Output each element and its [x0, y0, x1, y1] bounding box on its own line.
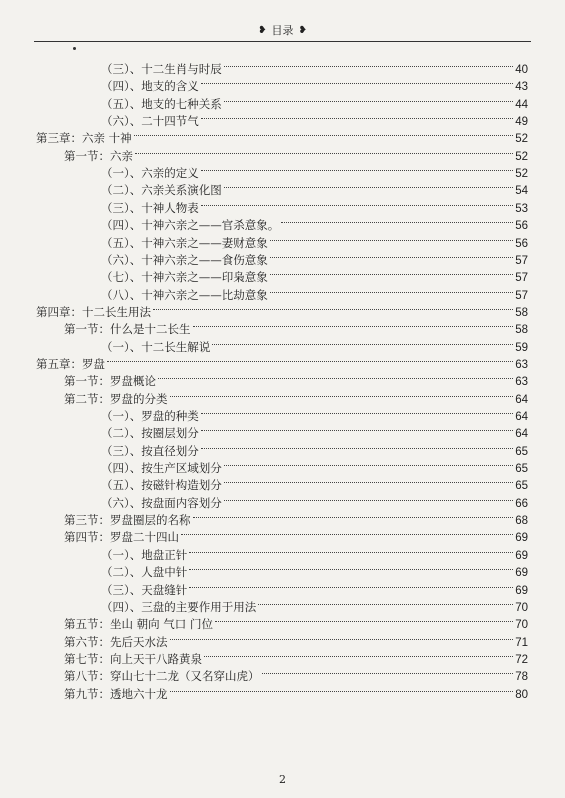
toc-entry-title: 第四节：罗盘二十四山 [64, 530, 179, 545]
dot-leader [201, 118, 513, 119]
dot-leader [193, 517, 514, 518]
toc-entry[interactable] [101, 495, 528, 512]
toc-entry-title: （四）、十神六亲之——官杀意象。 [101, 218, 280, 233]
toc-entry-page: 69 [515, 549, 528, 562]
toc-entry[interactable] [101, 582, 528, 599]
dot-leader [224, 482, 513, 483]
toc-entry-page: 69 [515, 584, 528, 597]
toc-entry[interactable] [101, 78, 528, 95]
toc-entry-page: 72 [515, 653, 528, 666]
toc-entry-page: 70 [515, 619, 528, 632]
toc-entry-title: （五）、十神六亲之——妻财意象 [101, 235, 268, 250]
toc-entry-page: 71 [515, 636, 528, 649]
toc-entry-page: 65 [515, 445, 528, 458]
dot-leader [201, 430, 513, 431]
toc-entry-page: 70 [515, 601, 528, 614]
toc-entry-title: 第五章：罗盘 [36, 356, 105, 371]
toc-entry-page: 52 [515, 133, 528, 146]
dot-leader [189, 569, 513, 570]
dot-leader [193, 326, 514, 327]
toc-entry-page: 56 [515, 237, 528, 250]
toc-entry[interactable] [101, 564, 528, 581]
toc-entry[interactable] [36, 130, 528, 147]
toc-entry-title: （八）、十神六亲之——比劫意象 [101, 287, 268, 302]
toc-entry-title: （一）、罗盘的种类 [101, 409, 199, 423]
dot-leader [262, 673, 514, 674]
dot-leader [212, 344, 513, 345]
dot-leader [224, 465, 513, 466]
toc-entry-title: 第一节：什么是十二长生 [64, 322, 191, 337]
toc-entry-page: 40 [515, 64, 528, 76]
toc-entry[interactable] [101, 425, 528, 442]
dot-leader [224, 101, 513, 102]
toc-entry[interactable] [101, 599, 528, 616]
toc-entry-title: （一）、地盘正针 [101, 547, 188, 562]
toc-entry[interactable] [101, 408, 528, 425]
toc-entry-title: （一）、十二长生解说 [101, 339, 211, 354]
dot-leader [270, 292, 513, 293]
toc-entry-page: 57 [515, 272, 528, 285]
toc-entry-page: 66 [515, 497, 528, 510]
toc-entry[interactable] [101, 547, 528, 564]
dot-leader [158, 378, 513, 379]
dot-leader [224, 500, 513, 501]
toc-entry[interactable] [101, 61, 528, 78]
toc-entry-page: 64 [515, 411, 528, 423]
toc-entry-page: 63 [515, 358, 528, 371]
toc-entry[interactable] [36, 356, 528, 373]
toc-entry[interactable] [64, 529, 528, 546]
toc-entry-title: （三）、十二生肖与时辰 [101, 62, 222, 76]
dot-leader [170, 396, 514, 397]
toc-entry-page: 80 [515, 688, 528, 701]
dot-leader [153, 309, 513, 310]
toc-entry[interactable] [101, 235, 528, 252]
toc-entry[interactable] [101, 339, 528, 356]
toc-entry-title: （二）、按圈层划分 [101, 426, 199, 441]
toc-entry-title: （四）、地支的含义 [101, 79, 199, 94]
toc-entry-title: （二）、人盘中针 [101, 565, 188, 580]
toc-entry-title: 第一节：六亲 [64, 148, 133, 163]
toc-entry-title: 第七节：向上天干八路黄泉 [64, 651, 202, 666]
toc-entry[interactable] [101, 200, 528, 217]
toc-entry-title: （五）、按磁针构造划分 [101, 478, 222, 493]
toc-entry[interactable] [101, 287, 528, 304]
toc-entry-page: 53 [515, 202, 528, 215]
toc-entry-title: （三）、十神人物表 [101, 200, 199, 215]
dot-leader [134, 135, 514, 136]
dot-leader [281, 222, 513, 223]
toc-entry[interactable] [64, 651, 528, 668]
toc-entry-title: 第四章：十二长生用法 [36, 304, 151, 319]
toc-entry-title: （三）、按直径划分 [101, 443, 199, 458]
toc-entry-title: 第二节：罗盘的分类 [64, 391, 168, 406]
toc-entry-page: 52 [515, 168, 528, 181]
toc-entry-page: 58 [515, 324, 528, 337]
toc-entry[interactable] [101, 477, 528, 494]
dot-leader [270, 274, 513, 275]
toc-entry[interactable] [64, 391, 528, 408]
toc-entry-page: 54 [515, 185, 528, 198]
toc-entry-title: （七）、十神六亲之——印枭意象 [101, 270, 268, 285]
dot-leader [135, 153, 513, 154]
toc-entry-page: 49 [515, 116, 528, 129]
toc-entry[interactable] [64, 373, 528, 390]
toc-entry[interactable] [101, 460, 528, 477]
dot-mark [73, 47, 76, 50]
dot-leader [181, 534, 513, 535]
toc-entry-title: 第九节：透地六十龙 [64, 686, 168, 701]
toc-entry[interactable] [101, 269, 528, 286]
page-header [0, 22, 565, 38]
toc-entry-title: 第五节：坐山 朝向 气口 门位 [64, 617, 213, 632]
toc-entry-title: （六）、按盘面内容划分 [101, 495, 222, 510]
toc-entry-page: 69 [515, 532, 528, 545]
dot-leader [204, 656, 513, 657]
toc-entry[interactable] [64, 321, 528, 338]
toc-entry[interactable] [64, 668, 528, 685]
toc-entry[interactable] [64, 686, 528, 703]
toc-entry[interactable] [64, 634, 528, 651]
toc-entry[interactable] [64, 148, 528, 165]
dot-leader [224, 66, 513, 67]
dot-leader [201, 205, 513, 206]
toc-entry-page: 68 [515, 515, 528, 528]
dot-leader [224, 187, 513, 188]
dot-leader [201, 413, 513, 414]
toc-entry[interactable] [101, 252, 528, 269]
toc-entry-title: （五）、地支的七种关系 [101, 96, 222, 111]
dot-leader [270, 257, 513, 258]
dot-leader [189, 552, 513, 553]
toc-entry-page: 59 [515, 341, 528, 354]
header-title: 目录 [271, 24, 294, 37]
toc-entry-page: 52 [515, 150, 528, 163]
toc-entry-title: 第六节：先后天水法 [64, 634, 168, 649]
toc-entry-page: 57 [515, 254, 528, 267]
dot-leader [201, 83, 513, 84]
dot-leader [170, 691, 514, 692]
toc-entry-page: 64 [515, 393, 528, 406]
toc-entry-page: 44 [515, 98, 528, 111]
header-rule [34, 41, 531, 42]
toc-entry[interactable] [101, 96, 528, 113]
toc-entry-title: （六）、二十四节气 [101, 114, 199, 129]
ornament-left-icon: ❥ [258, 24, 267, 36]
toc-entry-page: 65 [515, 463, 528, 476]
toc-entry-title: （三）、天盘缝针 [101, 582, 188, 597]
dot-leader [270, 240, 513, 241]
toc-entry-title: 第三章：六亲 十神 [36, 131, 132, 146]
toc-entry-title: （二）、六亲关系演化图 [101, 183, 222, 198]
toc-entry-title: （一）、六亲的定义 [101, 166, 199, 181]
toc-entry[interactable] [36, 304, 528, 321]
page-number: 2 [279, 773, 286, 786]
toc-entry[interactable] [101, 217, 528, 234]
toc-entry[interactable] [64, 616, 528, 633]
toc-entry[interactable] [101, 113, 528, 130]
dot-leader [258, 604, 513, 605]
toc-entry-title: （六）、十神六亲之——食伤意象 [101, 252, 268, 267]
toc-entry-title: 第三节：罗盘圈层的名称 [64, 513, 191, 528]
toc-entry-page: 56 [515, 220, 528, 233]
toc-entry-page: 64 [515, 428, 528, 441]
dot-leader [201, 448, 513, 449]
toc-entry-page: 43 [515, 81, 528, 94]
dot-leader [107, 361, 513, 362]
toc-entry[interactable] [101, 182, 528, 199]
dot-leader [201, 170, 513, 171]
toc-entry-page: 78 [515, 671, 528, 684]
toc-entry-page: 63 [515, 376, 528, 389]
toc-entry-title: （四）、三盘的主要作用于用法 [101, 599, 257, 614]
toc-entry-title: （四）、按生产区域划分 [101, 461, 222, 476]
toc-entry-page: 65 [515, 480, 528, 493]
toc-entry[interactable] [64, 512, 528, 529]
toc-entry[interactable] [101, 443, 528, 460]
toc-entry-title: 第八节：穿山七十二龙（又名穿山虎） [64, 669, 260, 684]
dot-leader [170, 639, 514, 640]
toc-entry-title: 第一节：罗盘概论 [64, 374, 156, 389]
dot-leader [215, 621, 513, 622]
toc-entry-page: 57 [515, 289, 528, 302]
ornament-right-icon: ❥ [298, 24, 307, 36]
toc-entry-page: 58 [515, 306, 528, 319]
toc-entry[interactable] [101, 165, 528, 182]
toc-entry-page: 69 [515, 567, 528, 580]
dot-leader [189, 587, 513, 588]
